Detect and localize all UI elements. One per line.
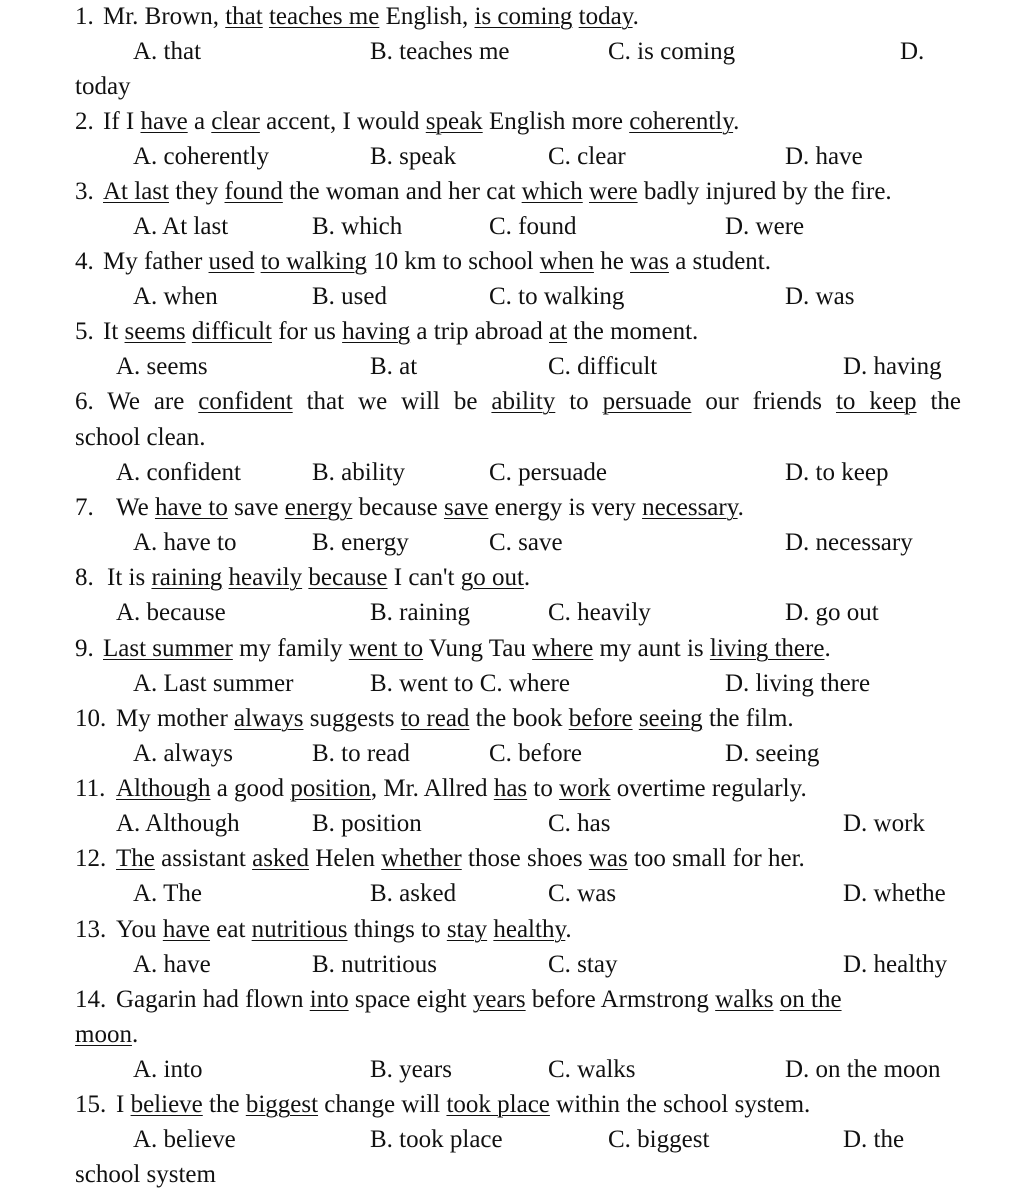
underlined-segment: because (308, 564, 388, 591)
sentence-segment: . (565, 916, 572, 943)
option-b-q9[interactable]: B. went to C. where (370, 670, 570, 697)
question-text (116, 772, 807, 806)
question-text (75, 385, 961, 419)
option-a-q14[interactable]: A. into (133, 1056, 203, 1083)
underlined-segment: energy (284, 494, 353, 521)
underlined-segment: have (162, 916, 211, 943)
underlined-segment: speak (425, 108, 483, 135)
underlined-segment: difficult (191, 318, 272, 345)
option-c-q8[interactable]: C. heavily (548, 599, 651, 626)
question-text (103, 175, 892, 209)
sentence-segment: Helen (309, 845, 382, 872)
option-a-q4[interactable]: A. when (133, 283, 218, 310)
underlined-segment: today (578, 3, 633, 30)
sentence-segment: a good (210, 775, 291, 802)
underlined-segment: clear (211, 108, 260, 135)
sentence-segment: overtime regularly. (610, 775, 807, 802)
option-c-q9[interactable]: D. living there (725, 670, 871, 697)
underlined-segment: have to (154, 494, 228, 521)
underlined-segment: to walking (260, 248, 367, 275)
question-text (116, 842, 805, 876)
question-12 (0, 842, 1024, 876)
option-b-q2[interactable]: B. speak (370, 143, 457, 170)
option-c-q13[interactable]: C. stay (548, 951, 618, 978)
sentence-segment: . (733, 108, 740, 135)
underlined-segment: used (208, 248, 255, 275)
sentence-segment: our friends (691, 388, 836, 415)
underlined-segment: persuade (602, 388, 692, 415)
underlined-segment: Last summer (103, 635, 233, 662)
question-8 (0, 561, 1024, 595)
sentence-segment: to (555, 388, 603, 415)
underlined-segment: position (290, 775, 371, 802)
sentence-segment: It is (107, 564, 152, 591)
question-2 (0, 105, 1024, 139)
question-number: 6. (75, 388, 94, 415)
underlined-segment: that (225, 3, 263, 30)
option-d-q12[interactable]: D. whethe (843, 880, 946, 907)
option-d-q8[interactable]: D. go out (785, 599, 879, 626)
option-b-q12[interactable]: B. asked (370, 880, 457, 907)
sentence-segment: because (352, 494, 444, 521)
sentence-segment: , Mr. Allred (370, 775, 494, 802)
question-13 (0, 913, 1024, 947)
option-a-q10[interactable]: A. always (133, 740, 233, 767)
option-c-q6[interactable]: C. persuade (489, 459, 608, 486)
sentence-segment: energy is very (488, 494, 643, 521)
sentence-segment: We are (107, 388, 199, 415)
option-d-q3[interactable]: D. were (725, 213, 805, 240)
question-text (103, 245, 771, 279)
option-c-q3[interactable]: C. found (489, 213, 577, 240)
question-4 (0, 245, 1024, 279)
question-1 (0, 0, 1024, 34)
underlined-segment: biggest (245, 1091, 319, 1118)
question-11 (0, 772, 1024, 806)
underlined-segment: confident (198, 388, 293, 415)
continuation-text: school clean. (75, 424, 206, 451)
option-d-q2[interactable]: D. have (785, 143, 863, 170)
underlined-segment: The (116, 845, 155, 872)
question-text (116, 1088, 810, 1122)
option-b-q5[interactable]: B. at (370, 353, 418, 380)
sentence-segment: those shoes (461, 845, 589, 872)
underlined-segment: was (630, 248, 669, 275)
sentence-segment: too small for her. (627, 845, 805, 872)
option-a-q13[interactable]: A. have (133, 951, 211, 978)
option-b-q3[interactable]: B. which (312, 213, 403, 240)
option-a-q5[interactable]: A. seems (116, 353, 208, 380)
underlined-segment: seeing (638, 705, 703, 732)
sentence-segment: suggests (303, 705, 401, 732)
underlined-segment: to read (400, 705, 470, 732)
continuation-text (75, 1018, 138, 1052)
question-number: 8. (75, 564, 94, 591)
option-b-q4[interactable]: B. used (312, 283, 387, 310)
sentence-segment: a (187, 108, 212, 135)
sentence-segment: badly injured by the fire. (637, 178, 892, 205)
option-d-q15[interactable]: D. the (843, 1126, 905, 1153)
sentence-segment: assistant (154, 845, 253, 872)
underlined-segment: save (443, 494, 489, 521)
underlined-segment: before (568, 705, 633, 732)
sentence-segment: change will (318, 1091, 447, 1118)
underlined-segment: always (234, 705, 304, 732)
question-text (103, 315, 698, 349)
option-d-q15-overflow: school system (75, 1161, 216, 1188)
option-b-q6[interactable]: B. ability (312, 459, 406, 486)
option-b-q15[interactable]: B. took place (370, 1126, 503, 1153)
sentence-segment: my family (232, 635, 349, 662)
option-c-q1[interactable]: C. is coming (608, 38, 736, 65)
question-text (116, 702, 794, 736)
underlined-segment: were (589, 178, 638, 205)
sentence-segment: English, (379, 3, 475, 30)
sentence-segment: they (168, 178, 225, 205)
question-9 (0, 632, 1024, 666)
underlined-segment: ability (491, 388, 556, 415)
underlined-segment: work (559, 775, 611, 802)
sentence-segment: It (103, 318, 125, 345)
sentence-segment: If I (103, 108, 141, 135)
sentence-segment: to (527, 775, 560, 802)
question-number: 3. (75, 178, 94, 205)
question-number: 12. (75, 845, 107, 872)
underlined-segment: believe (130, 1091, 203, 1118)
underlined-segment: walks (715, 986, 774, 1013)
sentence-segment: accent, I would (259, 108, 426, 135)
option-b-q11[interactable]: B. position (312, 810, 422, 837)
sentence-segment: I (116, 1091, 131, 1118)
underlined-segment: teaches me (268, 3, 380, 30)
underlined-segment: whether (381, 845, 462, 872)
underlined-segment: went to (348, 635, 424, 662)
underlined-segment: where (532, 635, 594, 662)
question-number: 1. (75, 3, 94, 30)
question-text (107, 561, 530, 595)
option-c-q4[interactable]: C. to walking (489, 283, 625, 310)
underlined-segment: was (588, 845, 628, 872)
sentence-segment: before Armstrong (525, 986, 716, 1013)
option-d-q5[interactable]: D. having (843, 353, 942, 380)
option-b-q14[interactable]: B. years (370, 1056, 452, 1083)
option-c-q2[interactable]: C. clear (548, 143, 626, 170)
sentence-segment: the book (469, 705, 569, 732)
question-number: 7. (75, 494, 94, 521)
question-14 (0, 983, 1024, 1017)
option-c-q5[interactable]: C. difficult (548, 353, 658, 380)
sentence-segment: my aunt is (593, 635, 710, 662)
sentence-segment: 10 km to school (366, 248, 540, 275)
option-d-q4[interactable]: D. was (785, 283, 855, 310)
question-number: 15. (75, 1091, 107, 1118)
question-15 (0, 1088, 1024, 1122)
underlined-segment: when (539, 248, 594, 275)
underlined-segment: seems (124, 318, 186, 345)
sentence-segment: English more (482, 108, 630, 135)
underlined-segment: years (472, 986, 526, 1013)
underlined-segment: heavily (228, 564, 303, 591)
question-number: 4. (75, 248, 94, 275)
question-number: 11. (75, 775, 106, 802)
underlined-segment: raining (151, 564, 223, 591)
option-a-q12[interactable]: A. The (133, 880, 202, 907)
sentence-segment: . (632, 3, 639, 30)
sentence-segment: the woman and her cat (282, 178, 522, 205)
sentence-segment: within the school system. (549, 1091, 811, 1118)
option-a-q7[interactable]: A. have to (133, 529, 237, 556)
question-text (116, 983, 842, 1017)
sentence-segment: that we will be (292, 388, 492, 415)
question-number: 13. (75, 916, 107, 943)
option-b-q10[interactable]: B. to read (312, 740, 410, 767)
sentence-segment: We (116, 494, 155, 521)
underlined-segment: has (493, 775, 528, 802)
option-c-q7[interactable]: C. save (489, 529, 563, 556)
question-text (116, 913, 572, 947)
question-number: 14. (75, 986, 107, 1013)
option-a-q6[interactable]: A. confident (116, 459, 241, 486)
underlined-segment: stay (446, 916, 488, 943)
option-d-q10[interactable]: D. seeing (725, 740, 820, 767)
underlined-segment: healthy (493, 916, 566, 943)
question-6-continuation (0, 421, 1024, 455)
sentence-segment: . (824, 635, 831, 662)
question-6 (0, 385, 1024, 419)
option-a-q1[interactable]: A. that (133, 38, 202, 65)
option-d-q14[interactable]: D. on the moon (785, 1056, 941, 1083)
underlined-segment: which (521, 178, 583, 205)
underlined-segment: found (224, 178, 283, 205)
sentence-segment: . (523, 564, 531, 591)
option-d-q1[interactable]: D. (900, 38, 925, 65)
question-text (116, 491, 744, 525)
underlined-segment: is coming (474, 3, 573, 30)
sentence-segment: My father (103, 248, 209, 275)
option-c-q15[interactable]: C. biggest (608, 1126, 710, 1153)
sentence-segment: I can't (387, 564, 461, 591)
sentence-segment: the film. (702, 705, 794, 732)
option-a-q9[interactable]: A. Last summer (133, 670, 294, 697)
option-a-q11[interactable]: A. Although (116, 810, 240, 837)
sentence-segment: Vung Tau (423, 635, 533, 662)
question-number: 5. (75, 318, 94, 345)
option-b-q7[interactable]: B. energy (312, 529, 409, 556)
option-c-q11[interactable]: C. has (548, 810, 611, 837)
sentence-segment: space eight (348, 986, 473, 1013)
option-d-q1-overflow: today (75, 73, 131, 100)
question-3 (0, 175, 1024, 209)
question-14-continuation (0, 1018, 1024, 1052)
underlined-segment: asked (252, 845, 310, 872)
underlined-segment: to keep (835, 388, 917, 415)
sentence-segment: save (227, 494, 285, 521)
option-a-q8[interactable]: A. because (116, 599, 226, 626)
underlined-segment: coherently (629, 108, 734, 135)
underlined-segment: have (140, 108, 188, 135)
question-number: 9. (75, 635, 94, 662)
option-c-q12[interactable]: C. was (548, 880, 617, 907)
sentence-segment: the (916, 388, 961, 415)
question-text (103, 0, 639, 34)
underlined-segment: necessary (642, 494, 738, 521)
option-a-q3[interactable]: A. At last (133, 213, 229, 240)
sentence-segment: for us (271, 318, 343, 345)
underlined-segment: living there (709, 635, 825, 662)
question-7 (0, 491, 1024, 525)
option-b-q13[interactable]: B. nutritious (312, 951, 438, 978)
underlined-segment: having (342, 318, 411, 345)
underlined-segment: nutritious (251, 916, 348, 943)
option-d-q7[interactable]: D. necessary (785, 529, 913, 556)
sentence-segment: . (131, 1021, 139, 1048)
option-d-q11[interactable]: D. work (843, 810, 925, 837)
question-5 (0, 315, 1024, 349)
underlined-segment: Although (116, 775, 211, 802)
question-10 (0, 702, 1024, 736)
sentence-segment: My mother (116, 705, 235, 732)
sentence-segment: the moment. (567, 318, 699, 345)
sentence-segment: a student. (668, 248, 772, 275)
option-c-q14[interactable]: C. walks (548, 1056, 636, 1083)
underlined-segment: took place (446, 1091, 550, 1118)
question-text (103, 105, 739, 139)
option-b-q8[interactable]: B. raining (370, 599, 470, 626)
underlined-segment: moon (75, 1021, 132, 1048)
sentence-segment: You (116, 916, 163, 943)
underlined-segment: into (309, 986, 349, 1013)
sentence-segment: things to (347, 916, 447, 943)
underlined-segment: At last (103, 178, 169, 205)
option-c-q10[interactable]: C. before (489, 740, 583, 767)
option-a-q15[interactable]: A. believe (133, 1126, 236, 1153)
sentence-segment: Mr. Brown, (103, 3, 226, 30)
question-number: 10. (75, 705, 107, 732)
question-text (103, 632, 831, 666)
sentence-segment: the (202, 1091, 246, 1118)
question-number: 2. (75, 108, 94, 135)
option-d-q6[interactable]: D. to keep (785, 459, 889, 486)
option-d-q13[interactable]: D. healthy (843, 951, 948, 978)
sentence-segment: a trip abroad (410, 318, 549, 345)
underlined-segment: at (549, 318, 568, 345)
option-b-q1[interactable]: B. teaches me (370, 38, 510, 65)
sentence-segment: Gagarin had flown (116, 986, 310, 1013)
underlined-segment: go out (460, 564, 524, 591)
sentence-segment: eat (210, 916, 252, 943)
underlined-segment: on the (779, 986, 842, 1013)
sentence-segment: . (737, 494, 744, 521)
sentence-segment: he (593, 248, 631, 275)
option-a-q2[interactable]: A. coherently (133, 143, 270, 170)
